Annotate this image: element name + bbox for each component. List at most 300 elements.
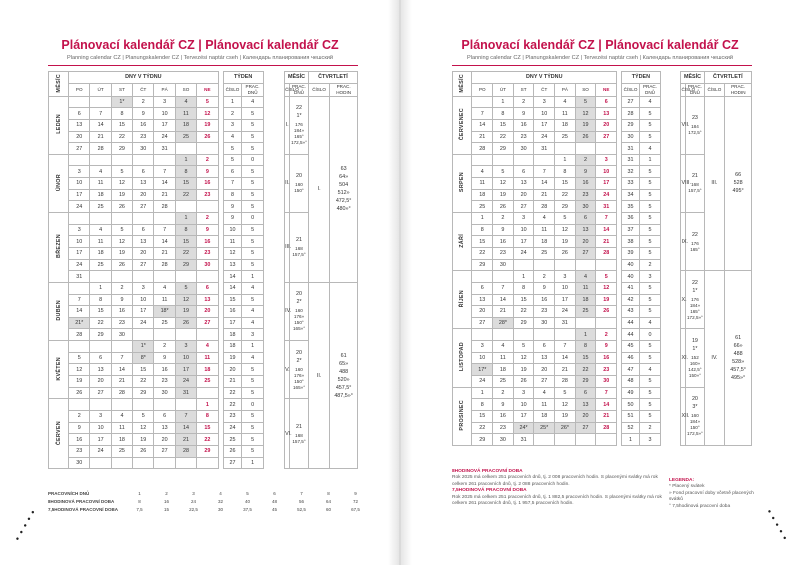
footer-value: 7,5 <box>136 507 143 512</box>
week-number-cell: 33 <box>621 178 639 190</box>
day-cell: 17 <box>596 178 617 190</box>
day-cell: 4 <box>90 224 111 236</box>
day-cell: 6 <box>197 282 218 294</box>
day-cell: 3 <box>513 213 534 225</box>
day-cell <box>69 213 90 225</box>
day-cell: 15 <box>575 352 596 364</box>
quarter-hours-header: PRAC. HODIN <box>725 83 752 96</box>
week-workdays-cell: 2 <box>640 422 661 434</box>
spacer <box>660 306 681 318</box>
spacer <box>263 119 284 131</box>
week-header: TÝDEN <box>621 72 660 84</box>
day-cell <box>90 213 111 225</box>
day-cell <box>90 399 111 411</box>
month-header-label: MĚSÍC <box>459 73 466 93</box>
month-label-cell <box>49 154 69 212</box>
spacer <box>660 189 681 201</box>
week-workdays-cell: 5 <box>242 434 263 446</box>
day-cell: 23 <box>197 247 218 259</box>
day-cell: 6 <box>596 96 617 108</box>
footer-value: 5 <box>246 491 249 496</box>
weekday-header: SO <box>575 83 596 96</box>
day-cell: 21 <box>154 189 175 201</box>
day-cell: 23 <box>154 376 175 388</box>
day-cell: 21 <box>596 410 617 422</box>
week-number-cell: 32 <box>621 166 639 178</box>
spacer <box>660 341 681 353</box>
day-cell: 9 <box>133 108 154 120</box>
day-cell: 23 <box>596 364 617 376</box>
day-cell: 8 <box>555 166 576 178</box>
week-number-cell: 15 <box>223 294 242 306</box>
spacer <box>263 317 284 329</box>
month-hours: 176 184» 165° 172,5»° <box>687 296 703 320</box>
day-cell: 31 <box>596 201 617 213</box>
day-cell <box>175 201 196 213</box>
day-cell: 30 <box>493 259 514 271</box>
day-cell: 28 <box>154 259 175 271</box>
month-number-header: ČÍSLO <box>681 83 686 96</box>
footer-row <box>48 498 378 506</box>
month-label-cell <box>453 154 472 212</box>
day-cell: 2 <box>69 410 90 422</box>
day-cell: 25 <box>575 306 596 318</box>
footer-value: 16 <box>163 499 169 504</box>
day-cell: 30 <box>534 317 555 329</box>
day-cell: 26 <box>493 201 514 213</box>
month-label-cell <box>49 399 69 469</box>
week-number-cell: 22 <box>223 399 242 411</box>
day-cell: 5 <box>69 352 90 364</box>
day-cell: 15 <box>175 178 196 190</box>
day-cell: 30 <box>111 329 132 341</box>
spacer <box>263 329 284 341</box>
week-number-cell: 9 <box>223 201 242 213</box>
month-hours: 160 150° <box>294 182 304 194</box>
day-cell: 28* <box>493 317 514 329</box>
week-workdays-cell: 4 <box>640 143 661 155</box>
day-cell: 19 <box>175 306 196 318</box>
day-cell: 21 <box>555 364 576 376</box>
week-number-cell: 38 <box>621 236 639 248</box>
day-cell: 26 <box>69 387 90 399</box>
footer-value: 40 <box>244 499 250 504</box>
day-cell: 1 <box>472 213 493 225</box>
week-workdays-cell: 5 <box>640 119 661 131</box>
spacer <box>660 96 681 108</box>
day-cell: 14 <box>154 236 175 248</box>
week-workdays-cell: 1 <box>242 341 263 353</box>
quarter-roman-cell: I. <box>308 96 329 282</box>
spacer <box>660 387 681 399</box>
weekday-header: SO <box>175 83 196 96</box>
day-cell: 17 <box>90 434 111 446</box>
day-cell: 11 <box>197 352 218 364</box>
footer-value: 60 <box>325 507 331 512</box>
day-cell: 8 <box>575 341 596 353</box>
month-workdays-header: PRAC. DNŮ <box>290 83 309 96</box>
weekday-header: ÚT <box>90 83 111 96</box>
month-hours: 160 184» 150° 172,5»° <box>687 413 703 437</box>
day-cell: 30 <box>596 376 617 388</box>
week-number-cell: 31 <box>621 143 639 155</box>
week-number-cell: 18 <box>223 341 242 353</box>
week-workdays-cell: 2 <box>640 259 661 271</box>
month-label-cell <box>453 329 472 387</box>
legend-item: * Placený svátek <box>669 484 705 490</box>
day-cell: 17 <box>513 410 534 422</box>
day-cell: 11 <box>111 422 132 434</box>
day-cell: 6 <box>472 282 493 294</box>
calendar-table-h1 <box>48 71 358 469</box>
week-number-cell: 42 <box>621 294 639 306</box>
week-workdays-cell: 4 <box>640 317 661 329</box>
footer-value: 45 <box>271 507 277 512</box>
day-cell: 11 <box>575 282 596 294</box>
day-cell: 12 <box>111 236 132 248</box>
day-cell: 22 <box>472 422 493 434</box>
day-cell <box>555 143 576 155</box>
week-number-cell: 1 <box>223 96 242 108</box>
day-cell: 14 <box>111 364 132 376</box>
spacer <box>660 178 681 190</box>
day-cell <box>154 329 175 341</box>
day-cell: 24 <box>154 131 175 143</box>
day-cell: 27 <box>513 201 534 213</box>
day-cell: 2 <box>111 282 132 294</box>
week-number-header: ČÍSLO <box>621 83 639 96</box>
day-cell: 27 <box>575 422 596 434</box>
day-cell: 10 <box>69 178 90 190</box>
day-cell: 28 <box>534 201 555 213</box>
day-cell <box>175 143 196 155</box>
day-cell: 29 <box>513 317 534 329</box>
day-cell: 20 <box>133 189 154 201</box>
spacer <box>660 213 681 225</box>
day-cell: 26 <box>133 445 154 457</box>
day-cell: 24 <box>472 376 493 388</box>
note-75h-text: Rok 2025 má celkem 251 pracovních dnů, tj. 1 882,5 pracovních hodin. S placenými svátky má rok celkem 261 pracovních dnů, tj. 1 957,5 pracovních hodin. <box>452 494 662 507</box>
day-cell: 21* <box>69 317 90 329</box>
day-cell: 22 <box>175 189 196 201</box>
week-workdays-header: PRAC. DNŮ <box>242 83 263 96</box>
day-cell: 9 <box>111 294 132 306</box>
day-cell <box>90 154 111 166</box>
spacer <box>660 72 681 84</box>
day-cell: 9 <box>493 224 514 236</box>
footer-value: 72 <box>352 499 358 504</box>
day-cell: 4 <box>472 166 493 178</box>
footer-value: 52,5 <box>297 507 306 512</box>
decorative-dots: • • • • • <box>12 507 39 543</box>
day-cell: 23 <box>513 131 534 143</box>
month-label-cell <box>49 96 69 154</box>
footer-value: 37,5 <box>243 507 252 512</box>
day-cell: 18 <box>197 364 218 376</box>
title-divider <box>452 65 752 66</box>
day-cell: 15 <box>472 410 493 422</box>
work-hours-table <box>48 490 378 514</box>
footer-row <box>48 506 378 514</box>
legend-item: ° 7,5hodinová pracovní doba <box>669 503 731 509</box>
day-cell: 10 <box>69 236 90 248</box>
day-cell: 13 <box>472 294 493 306</box>
day-cell: 19 <box>555 410 576 422</box>
day-cell: 19 <box>493 189 514 201</box>
day-cell: 9 <box>197 224 218 236</box>
spacer <box>263 364 284 376</box>
day-cell: 5 <box>555 213 576 225</box>
day-cell: 14 <box>596 399 617 411</box>
day-cell: 15 <box>513 294 534 306</box>
month-name: ÚNOR <box>55 173 62 191</box>
day-cell: 23 <box>534 306 555 318</box>
day-cell: 18 <box>111 434 132 446</box>
day-cell: 4 <box>534 213 555 225</box>
spacer <box>263 213 284 225</box>
day-cell: 12 <box>197 108 218 120</box>
weekday-header: PÁ <box>555 83 576 96</box>
day-cell: 4 <box>90 166 111 178</box>
day-cell: 22 <box>472 247 493 259</box>
week-number-cell: 45 <box>621 341 639 353</box>
week-row <box>49 96 358 108</box>
week-number-cell: 2 <box>223 108 242 120</box>
quarter-hours-header: PRAC. HODIN <box>330 83 358 96</box>
week-workdays-cell: 4 <box>242 317 263 329</box>
book-spine <box>388 0 412 565</box>
day-cell: 3 <box>133 282 154 294</box>
day-cell: 24 <box>90 445 111 457</box>
quarter-header: ČTVRTLETÍ <box>704 72 751 84</box>
spacer <box>660 329 681 341</box>
spacer <box>263 108 284 120</box>
day-cell: 4 <box>534 387 555 399</box>
day-cell: 22 <box>513 306 534 318</box>
month-workdays-cell: 21 168 157,5° <box>290 399 309 469</box>
day-cell: 14 <box>154 178 175 190</box>
day-cell: 29 <box>575 376 596 388</box>
spacer <box>660 282 681 294</box>
day-cell: 29 <box>175 259 196 271</box>
day-cell: 28 <box>69 329 90 341</box>
spacer <box>263 72 284 84</box>
day-cell <box>513 259 534 271</box>
page-title: Plánovací kalendář CZ | Plánovací kalendář CZ <box>61 38 339 52</box>
spacer <box>263 376 284 388</box>
footer-value: 3 <box>192 491 195 496</box>
day-cell: 19 <box>69 376 90 388</box>
day-cell: 2 <box>575 154 596 166</box>
day-cell: 28 <box>90 143 111 155</box>
day-cell: 27 <box>534 376 555 388</box>
week-workdays-cell: 1 <box>242 457 263 469</box>
footer-value: 8 <box>327 491 330 496</box>
day-cell: 8 <box>175 224 196 236</box>
weekday-header: PO <box>69 83 90 96</box>
day-cell: 25 <box>154 317 175 329</box>
spacer <box>263 247 284 259</box>
spacer <box>263 143 284 155</box>
day-cell: 26 <box>111 201 132 213</box>
day-cell: 27 <box>133 259 154 271</box>
day-cell <box>90 341 111 353</box>
week-workdays-cell: 4 <box>640 364 661 376</box>
week-workdays-cell: 1 <box>242 271 263 283</box>
day-cell: 5 <box>596 271 617 283</box>
week-workdays-cell: 5 <box>640 399 661 411</box>
week-number-cell: 31 <box>621 154 639 166</box>
spacer <box>660 166 681 178</box>
day-cell: 11 <box>534 224 555 236</box>
day-cell: 29 <box>472 434 493 446</box>
day-cell: 25 <box>90 259 111 271</box>
day-cell: 30 <box>69 457 90 469</box>
day-cell: 17 <box>513 236 534 248</box>
month-roman-cell: X. <box>681 271 686 329</box>
week-workdays-cell: 5 <box>640 178 661 190</box>
week-number-cell: 27 <box>223 457 242 469</box>
spacer <box>660 294 681 306</box>
day-cell: 1 <box>513 271 534 283</box>
day-cell: 27 <box>472 317 493 329</box>
day-cell: 25 <box>493 376 514 388</box>
month-hours: 176 184» 165° 172,5»° <box>291 122 307 146</box>
week-workdays-cell: 0 <box>640 329 661 341</box>
day-cell: 13 <box>197 294 218 306</box>
day-cell: 1 <box>175 154 196 166</box>
day-cell: 20 <box>575 236 596 248</box>
day-cell <box>596 434 617 446</box>
week-workdays-cell: 5 <box>242 189 263 201</box>
day-cell <box>555 259 576 271</box>
day-cell: 16 <box>111 306 132 318</box>
day-cell: 23 <box>575 189 596 201</box>
month-roman-cell: IX. <box>681 213 686 271</box>
page-subtitle: Planning calendar CZ | Planungskalender CZ | Tervezési naptár cseh | Календарь планирования чешский <box>66 55 334 61</box>
day-cell: 25 <box>111 445 132 457</box>
month-roman-cell: III. <box>285 213 290 283</box>
weekday-header: ČT <box>133 83 154 96</box>
day-cell <box>197 143 218 155</box>
day-cell: 23 <box>493 422 514 434</box>
day-cell: 6 <box>90 352 111 364</box>
day-cell: 2 <box>133 96 154 108</box>
spacer <box>263 189 284 201</box>
day-cell: 25 <box>472 201 493 213</box>
day-cell: 26 <box>575 131 596 143</box>
day-cell: 6 <box>133 166 154 178</box>
day-cell: 9 <box>596 341 617 353</box>
footer-value: 67,5 <box>351 507 360 512</box>
day-cell <box>111 341 132 353</box>
day-cell: 3 <box>513 387 534 399</box>
day-cell: 13 <box>69 119 90 131</box>
spacer <box>660 131 681 143</box>
day-cell: 10 <box>472 352 493 364</box>
day-cell: 10 <box>175 352 196 364</box>
month-label-cell <box>453 387 472 445</box>
month-workdays-cell: 21 168 157,5° <box>290 213 309 283</box>
day-cell: 21 <box>534 189 555 201</box>
day-cell: 14 <box>90 119 111 131</box>
day-cell: 23 <box>133 131 154 143</box>
footer-label: PRACOVNÍCH DNŮ <box>48 491 90 496</box>
month-name: ČERVENEC <box>459 108 466 141</box>
spacer <box>263 457 284 469</box>
week-workdays-cell: 5 <box>640 294 661 306</box>
day-cell: 24 <box>175 376 196 388</box>
month-label-cell <box>49 282 69 340</box>
day-cell: 16 <box>575 178 596 190</box>
quarter-roman-cell: III. <box>704 96 725 271</box>
month-hours: 168 157,5° <box>688 182 702 194</box>
day-cell <box>534 154 555 166</box>
day-cell: 22 <box>133 376 154 388</box>
spacer <box>660 364 681 376</box>
week-number-cell: 39 <box>621 247 639 259</box>
week-workdays-cell: 5 <box>640 352 661 364</box>
day-cell: 1 <box>555 154 576 166</box>
day-cell: 6 <box>575 213 596 225</box>
day-cell: 9 <box>197 166 218 178</box>
legend <box>669 478 759 510</box>
day-cell: 28 <box>175 445 196 457</box>
day-cell: 28 <box>111 387 132 399</box>
week-workdays-cell: 5 <box>640 282 661 294</box>
week-number-cell: 22 <box>223 387 242 399</box>
week-number-cell: 50 <box>621 399 639 411</box>
spacer <box>660 143 681 155</box>
day-cell: 25 <box>534 247 555 259</box>
month-roman-cell: VIII. <box>681 154 686 212</box>
day-cell: 20 <box>534 364 555 376</box>
day-cell <box>493 271 514 283</box>
month-workdays-cell: 20 3* 160 184» 150° 172,5»° <box>686 387 704 445</box>
day-cell: 26 <box>555 247 576 259</box>
day-cell <box>175 457 196 469</box>
day-cell: 5 <box>175 282 196 294</box>
week-number-cell: 37 <box>621 224 639 236</box>
weekday-header: ST <box>513 83 534 96</box>
day-cell <box>472 271 493 283</box>
week-number-cell: 28 <box>621 108 639 120</box>
week-workdays-cell: 5 <box>242 376 263 388</box>
day-cell <box>133 399 154 411</box>
note-8h-heading: 8HODINOVÁ PRACOVNÍ DOBA <box>452 469 523 474</box>
day-cell: 17 <box>555 294 576 306</box>
spacer <box>263 96 284 108</box>
month-roman-cell: XII. <box>681 387 686 445</box>
day-cell: 14 <box>555 352 576 364</box>
day-cell: 16 <box>493 236 514 248</box>
day-cell <box>154 154 175 166</box>
day-cell: 6 <box>133 224 154 236</box>
spacer <box>263 387 284 399</box>
month-workdays-cell: 22 176 165° <box>686 213 704 271</box>
day-cell: 11 <box>534 399 555 411</box>
day-cell: 30 <box>133 143 154 155</box>
day-cell <box>197 201 218 213</box>
week-number-cell: 46 <box>621 352 639 364</box>
day-cell <box>133 154 154 166</box>
day-cell: 18 <box>90 189 111 201</box>
day-cell <box>575 317 596 329</box>
day-cell: 17 <box>69 247 90 259</box>
spacer <box>660 247 681 259</box>
day-cell <box>90 96 111 108</box>
day-cell: 12 <box>111 178 132 190</box>
